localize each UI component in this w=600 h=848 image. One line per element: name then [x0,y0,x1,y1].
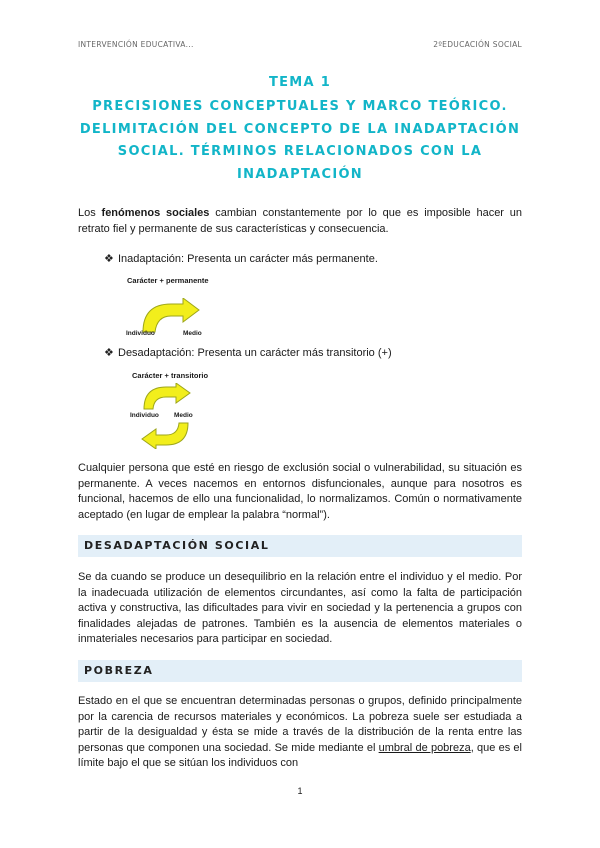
paragraph-pobreza [78,694,522,772]
bullet-text: Inadaptación: Presenta un carácter más permanente. [118,253,378,265]
header-left: INTERVENCIÓN EDUCATIVA... [78,40,194,49]
diagram-title: Carácter + transitorio [132,371,209,380]
paragraph-riesgo: Cualquier persona que esté en riesgo de exclusión social o vulnerabilidad, su situación es permanente. A veces nacemos en entornos disfuncionales, aunque para nosotros es funcional, hacemos de ello una funcionalidad, lo normalizamos. Común o normativamente aceptado (en lugar de emplear la palabra “normal”). [78,462,522,521]
title-line: PRECISIONES CONCEPTUALES Y MARCO TEÓRICO. [92,99,508,114]
bullet-text: Desadaptación: Presenta un carácter más transitorio (+) [118,347,392,359]
section-heading-text: POBREZA [84,664,154,677]
title-line: SOCIAL. TÉRMINOS RELACIONADOS CON LA [117,144,483,159]
diagram-title: Carácter + permanente [127,276,209,285]
page-title [78,74,522,186]
curved-arrow-top-icon [138,383,208,413]
title-line-1: TEMA 1 [268,75,332,90]
intro-post: cambian constantemente por lo que es imposible hacer un retrato fiel y permanente de sus características y consecuencia. [78,207,522,235]
pobreza-text-post: , que es el límite bajo el que se sitúan los individuos con [78,741,522,769]
bullet-desadaptacion [104,346,392,360]
section-heading-text: DESADAPTACIÓN SOCIAL [84,539,270,552]
pobreza-text-pre: Estado en el que se encuentran determinadas personas o grupos, definido principalmente por la carencia de recursos materiales y económicos. La pobreza suele ser estudiada a partir de la desigualdad y ésta se mide a través de la distribución de la renta entre las personas que componen una sociedad. Se mide mediante el [78,695,522,754]
intro-pre: Los [78,207,102,219]
diagram-right-label: Medio [183,330,202,337]
intro-bold: fenómenos sociales [101,207,210,219]
title-line: DELIMITACIÓN DEL CONCEPTO DE LA INADAPTACIÓN [79,121,521,137]
intro-paragraph [78,206,522,237]
diagram-right-label: Medio [174,412,193,419]
header-right: 2ºEDUCACIÓN SOCIAL [433,40,522,49]
section-heading-pobreza [78,660,522,682]
diagram-permanente [125,274,245,344]
diagram-left-label: Individuo [130,412,159,419]
diagram-transitorio [130,369,250,449]
title-line: INADAPTACIÓN [237,166,363,182]
diamond-bullet-icon: ❖ [104,253,114,265]
umbral-link[interactable]: umbral de pobreza [378,741,471,754]
page-number: 1 [297,786,303,796]
curved-arrow-bottom-icon [138,419,208,449]
bullet-inadaptacion [104,252,378,266]
section-heading-desadaptacion [78,535,522,557]
diamond-bullet-icon: ❖ [104,347,114,359]
paragraph-desadaptacion: Se da cuando se produce un desequilibrio en la relación entre el individuo y el medio. Por la inadecuada utilización de elementos circundantes, así como la falta de participación activa y constructiva, las dificultades para vivir en sociedad y la pertenencia a grupos con finalidades alejadas de patrones. También es la ausencia de elementos materiales o inmateriales necesarios para participar en sociedad. [78,571,522,645]
diagram-left-label: Individuo [126,330,155,337]
